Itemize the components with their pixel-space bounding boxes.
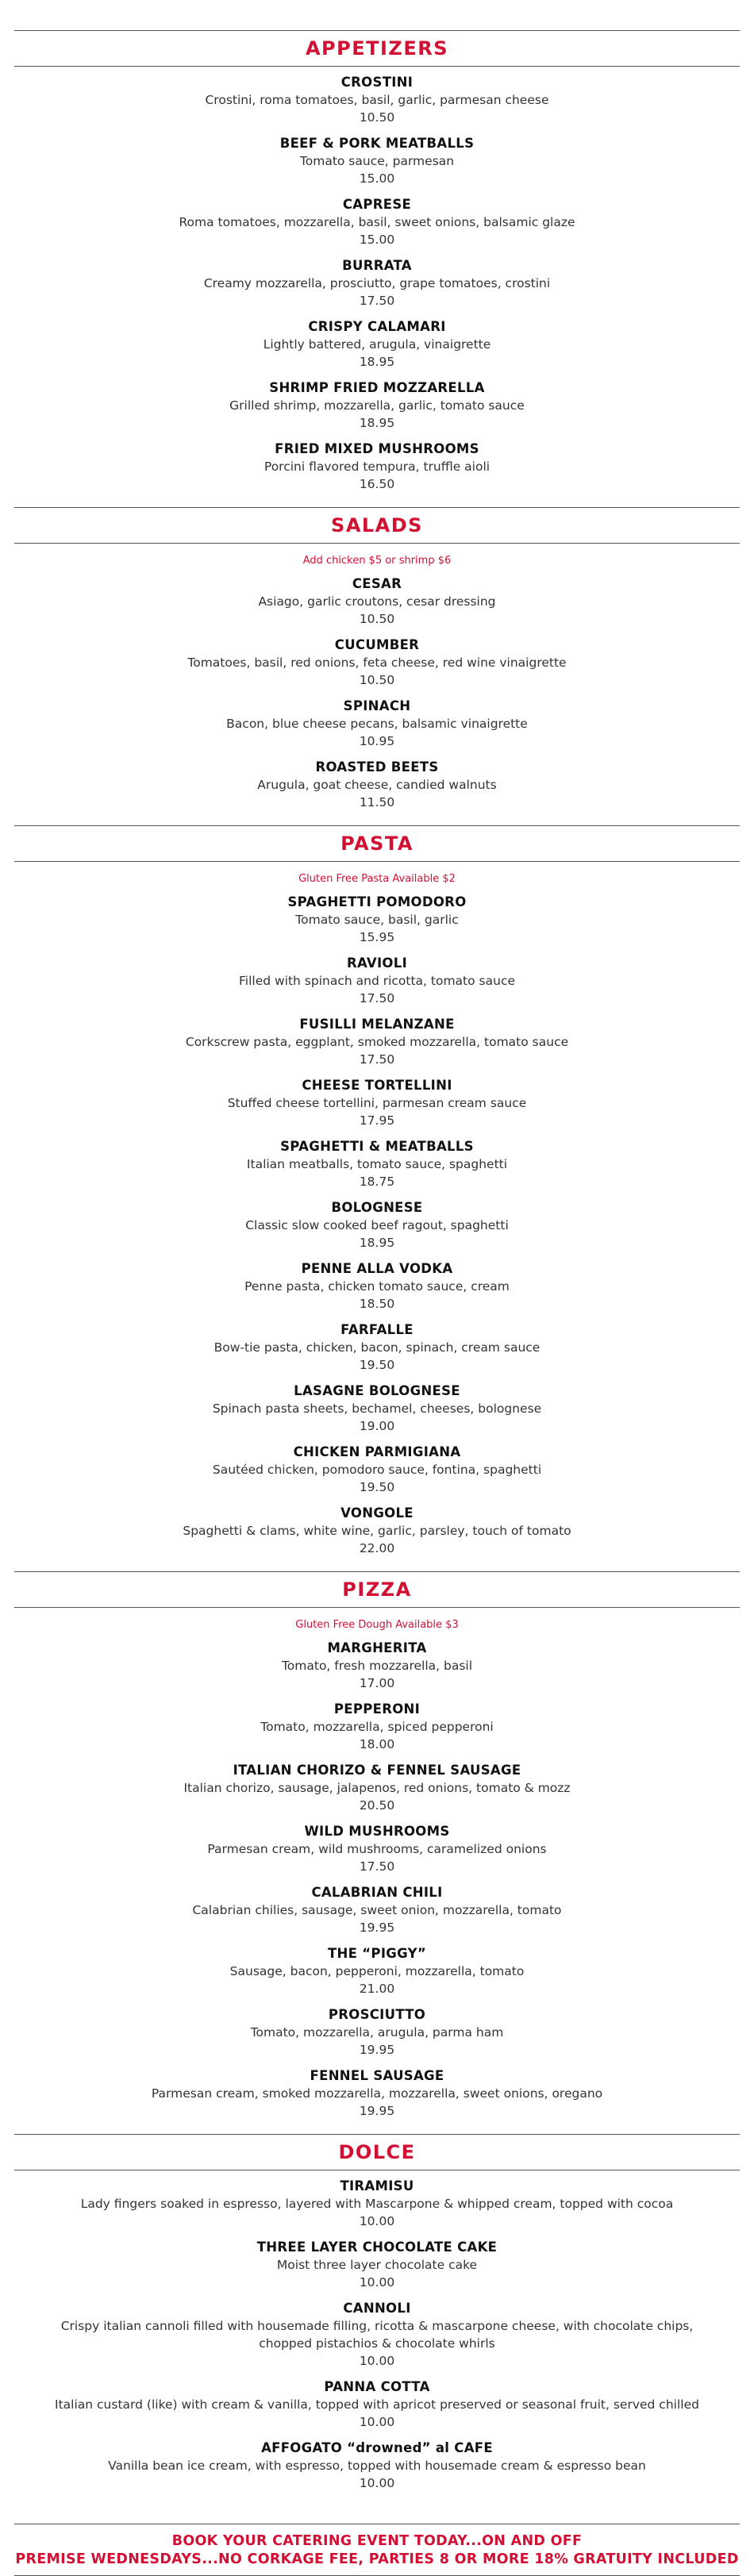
menu-item (0, 440, 754, 494)
menu-item-name: CANNOLI (343, 2301, 411, 2316)
menu-item-description: Moist three layer chocolate cake (276, 2258, 478, 2272)
menu-item-price: 21.00 (359, 1982, 395, 1996)
menu-item-name: MARGHERITA (327, 1640, 427, 1655)
menu-item (0, 1321, 754, 1375)
menu-item-description: Creamy mozzarella, prosciutto, grape tomatoes, crostini (203, 276, 551, 290)
section-header (14, 30, 740, 67)
menu-item-name: PANNA COTTA (324, 2379, 430, 2394)
menu-item-name: SPAGHETTI POMODORO (287, 894, 467, 909)
menu-item-description: Tomatoes, basil, red onions, feta cheese, red wine vinaigrette (187, 656, 567, 670)
menu-item-price: 16.50 (359, 477, 395, 491)
menu-item-price: 22.00 (359, 1541, 395, 1555)
menu-section-appetizers (0, 30, 754, 507)
menu-item-description: Filled with spinach and ricotta, tomato sauce (238, 974, 516, 988)
menu-item-name: SPAGHETTI & MEATBALLS (280, 1139, 474, 1154)
menu-item (0, 1700, 754, 1754)
menu-item-name: AFFOGATO “drowned” al CAFE (261, 2440, 493, 2455)
menu-item-description: Sautéed chicken, pomodoro sauce, fontina, spaghetti (212, 1463, 542, 1477)
menu-item-description: Corkscrew pasta, eggplant, smoked mozzarella, tomato sauce (185, 1035, 569, 1049)
menu-item-price: 17.95 (359, 1113, 395, 1128)
menu-item-description: Bow-tie pasta, chicken, bacon, spinach, cream sauce (214, 1340, 540, 1355)
menu-item-description: Parmesan cream, smoked mozzarella, mozzarella, sweet onions, oregano (151, 2086, 603, 2101)
menu-item (0, 1504, 754, 1558)
menu-item-price: 15.00 (359, 233, 395, 247)
menu-item-price: 18.75 (359, 1175, 395, 1189)
menu-item-name: ITALIAN CHORIZO & FENNEL SAUSAGE (233, 1763, 521, 1778)
menu-item (0, 2067, 754, 2120)
menu-item-description: Tomato, fresh mozzarella, basil (281, 1659, 473, 1673)
menu-item (0, 2299, 754, 2370)
menu-item (0, 2378, 754, 2432)
menu-item-name: FARFALLE (340, 1322, 414, 1337)
menu-item-name: CHEESE TORTELLINI (302, 1078, 452, 1093)
menu-item-price: 15.00 (359, 171, 395, 186)
menu-item-name: CALABRIAN CHILI (311, 1885, 443, 1900)
menu-item (0, 1639, 754, 1693)
menu-item-name: PEPPERONI (333, 1701, 421, 1717)
section-header (14, 1571, 740, 1608)
menu-item-list (0, 67, 754, 507)
menu-item-price: 17.50 (359, 294, 395, 308)
menu-item-name: BURRATA (342, 258, 412, 273)
menu-item-name: CESAR (352, 576, 402, 591)
menu-item (0, 636, 754, 690)
menu-item-price: 19.95 (359, 2043, 395, 2057)
menu-item-list (0, 568, 754, 825)
menu-item-name: PROSCIUTTO (328, 2007, 426, 2022)
section-title: PASTA (340, 832, 414, 855)
menu-item-name: THREE LAYER CHOCOLATE CAKE (256, 2240, 498, 2255)
menu-item-price: 15.95 (359, 930, 395, 944)
menu-item (0, 893, 754, 947)
menu-item-price: 20.50 (359, 1798, 395, 1813)
menu-item-price: 18.95 (359, 1236, 395, 1250)
menu-item (0, 1944, 754, 1998)
menu-item-description: Crostini, roma tomatoes, basil, garlic, parmesan cheese (205, 93, 549, 107)
menu-item-price: 10.50 (359, 110, 395, 125)
menu-item-price: 19.95 (359, 2104, 395, 2118)
section-note: Gluten Free Pasta Available $2 (298, 873, 456, 885)
menu-item-price: 17.50 (359, 1859, 395, 1874)
menu-item-name: THE “PIGGY” (328, 1946, 426, 1961)
menu-item-description: Stuffed cheese tortellini, parmesan cream sauce (227, 1096, 527, 1110)
menu-item-description: Classic slow cooked beef ragout, spaghetti (245, 1218, 509, 1232)
menu-item (0, 954, 754, 1008)
menu-item (0, 758, 754, 812)
menu-section-dolce (0, 2134, 754, 2506)
section-header (14, 507, 740, 544)
menu-item-description: Vanilla bean ice cream, with espresso, topped with housemade cream & espresso bean (108, 2459, 646, 2473)
menu-item-description: Italian custard (like) with cream & vanilla, topped with apricot preserved or seasonal fruit, served chilled (55, 2397, 699, 2412)
menu-item-description: Bacon, blue cheese pecans, balsamic vinaigrette (226, 717, 528, 731)
menu-item-description: Roma tomatoes, mozzarella, basil, sweet onions, balsamic glaze (179, 215, 575, 229)
menu-item (0, 1761, 754, 1815)
menu-item-price: 19.95 (359, 1920, 395, 1935)
menu-item (0, 379, 754, 433)
menu-item (0, 317, 754, 371)
menu-item-price: 10.00 (359, 2354, 395, 2368)
menu-item-description: Italian chorizo, sausage, jalapenos, red onions, tomato & mozz (183, 1781, 571, 1795)
menu-item-description: Sausage, bacon, pepperoni, mozzarella, tomato (229, 1964, 525, 1978)
menu-item-list (0, 1632, 754, 2134)
menu-item (0, 1076, 754, 1130)
menu-item (0, 1015, 754, 1069)
menu-item-name: CROSTINI (340, 75, 414, 90)
menu-item-name: FRIED MIXED MUSHROOMS (275, 441, 479, 456)
menu-item-description: Crispy italian cannoli filled with housemade filling, ricotta & mascarpone cheese, with chocolate chips, chopped pistachios & chocolate whirls (60, 2319, 694, 2351)
menu-section-salads (0, 507, 754, 825)
menu-item-name: SHRIMP FRIED MOZZARELLA (269, 380, 485, 395)
menu-item-description: Penne pasta, chicken tomato sauce, cream (244, 1279, 510, 1294)
menu-item-name: FENNEL SAUSAGE (310, 2068, 444, 2083)
menu-item-description: Arugula, goat cheese, candied walnuts (257, 778, 497, 792)
menu-section-pizza (0, 1571, 754, 2134)
menu-item (0, 256, 754, 310)
menu-item (0, 1259, 754, 1313)
menu-item-description: Grilled shrimp, mozzarella, garlic, tomato sauce (229, 398, 525, 413)
menu-item-price: 10.50 (359, 612, 395, 626)
menu-item-name: RAVIOLI (346, 955, 408, 971)
menu-section-pasta (0, 825, 754, 1571)
menu-item (0, 73, 754, 127)
menu-item-price: 18.95 (359, 416, 395, 430)
menu-item-price: 10.50 (359, 673, 395, 687)
menu-item (0, 195, 754, 249)
menu-item-price: 17.50 (359, 991, 395, 1005)
menu-item (0, 1198, 754, 1252)
menu-item (0, 2238, 754, 2292)
catering-banner (14, 2524, 740, 2576)
section-title: APPETIZERS (305, 37, 448, 60)
menu-item-price: 10.00 (359, 2214, 395, 2228)
menu-item (0, 697, 754, 751)
menu-item-name: CAPRESE (342, 197, 412, 212)
menu-item-name: VONGOLE (340, 1505, 414, 1521)
menu-item-name: CRISPY CALAMARI (308, 319, 446, 334)
menu-item-price: 19.50 (359, 1480, 395, 1494)
menu-item-price: 19.50 (359, 1358, 395, 1372)
menu-item-description: Tomato sauce, basil, garlic (295, 913, 459, 927)
menu-item-price: 17.50 (359, 1052, 395, 1067)
menu-item-description: Parmesan cream, wild mushrooms, caramelized onions (207, 1842, 547, 1856)
menu-item-price: 11.50 (359, 795, 395, 809)
menu-item-description: Spaghetti & clams, white wine, garlic, parsley, touch of tomato (183, 1524, 571, 1538)
menu-item-description: Tomato sauce, parmesan (299, 154, 455, 168)
menu-item-list (0, 886, 754, 1571)
menu-item-name: LASAGNE BOLOGNESE (294, 1383, 460, 1398)
menu-item-description: Tomato, mozzarella, spiced pepperoni (260, 1720, 494, 1734)
catering-line-2: PREMISE WEDNESDAYS...NO CORKAGE FEE, PARTIES 8 OR MORE 18% GRATUITY INCLUDED (15, 2551, 739, 2567)
section-note: Add chicken $5 or shrimp $6 (302, 555, 452, 567)
menu-item-description: Spinach pasta sheets, bechamel, cheeses, bolognese (212, 1401, 542, 1416)
menu-item-description: Lady fingers soaked in espresso, layered with Mascarpone & whipped cream, topped with cocoa (80, 2197, 674, 2211)
menu-item-price: 17.00 (359, 1676, 395, 1690)
menu-item-description: Lightly battered, arugula, vinaigrette (263, 337, 491, 352)
menu-item-name: CHICKEN PARMIGIANA (293, 1444, 461, 1459)
menu-item-price: 10.00 (359, 2275, 395, 2290)
section-title: SALADS (331, 514, 423, 536)
catering-line-1: BOOK YOUR CATERING EVENT TODAY...ON AND OFF (171, 2533, 583, 2549)
menu-item (0, 1883, 754, 1937)
menu-item (0, 2439, 754, 2493)
menu-item (0, 1137, 754, 1191)
section-title: PIZZA (342, 1578, 412, 1601)
menu-item-name: SPINACH (343, 698, 411, 713)
section-header (14, 825, 740, 862)
menu-item-name: CUCUMBER (334, 637, 420, 652)
menu-item-name: TIRAMISU (340, 2178, 414, 2193)
section-title: DOLCE (338, 2141, 416, 2163)
menu-item-price: 18.95 (359, 355, 395, 369)
menu-item-name: PENNE ALLA VODKA (301, 1261, 453, 1276)
menu-item (0, 1822, 754, 1876)
menu-item-price: 18.00 (359, 1737, 395, 1751)
section-note: Gluten Free Dough Available $3 (295, 1619, 459, 1631)
menu-item-description: Calabrian chilies, sausage, sweet onion, mozzarella, tomato (192, 1903, 562, 1917)
menu-item-name: BOLOGNESE (331, 1200, 423, 1215)
menu-item (0, 2177, 754, 2231)
menu-item-price: 10.95 (359, 734, 395, 748)
menu-item-description: Asiago, garlic croutons, cesar dressing (258, 594, 496, 609)
menu-item-price: 19.00 (359, 1419, 395, 1433)
section-header (14, 2134, 740, 2170)
menu-item-name: WILD MUSHROOMS (304, 1824, 450, 1839)
menu-item-name: FUSILLI MELANZANE (299, 1017, 455, 1032)
menu-item (0, 1382, 754, 1436)
menu-item-price: 18.50 (359, 1297, 395, 1311)
menu-item-price: 10.00 (359, 2476, 395, 2490)
menu-item-description: Porcini flavored tempura, truffle aioli (264, 459, 490, 474)
menu-item-list (0, 2170, 754, 2506)
menu-item-name: BEEF & PORK MEATBALLS (279, 136, 475, 151)
menu-item (0, 134, 754, 188)
menu-item-price: 10.00 (359, 2415, 395, 2429)
menu-item (0, 2005, 754, 2059)
menu-item-name: ROASTED BEETS (315, 759, 439, 775)
menu-item-description: Italian meatballs, tomato sauce, spaghetti (246, 1157, 508, 1171)
menu-item (0, 575, 754, 629)
menu-item-description: Tomato, mozzarella, arugula, parma ham (250, 2025, 504, 2040)
menu-item (0, 1443, 754, 1497)
